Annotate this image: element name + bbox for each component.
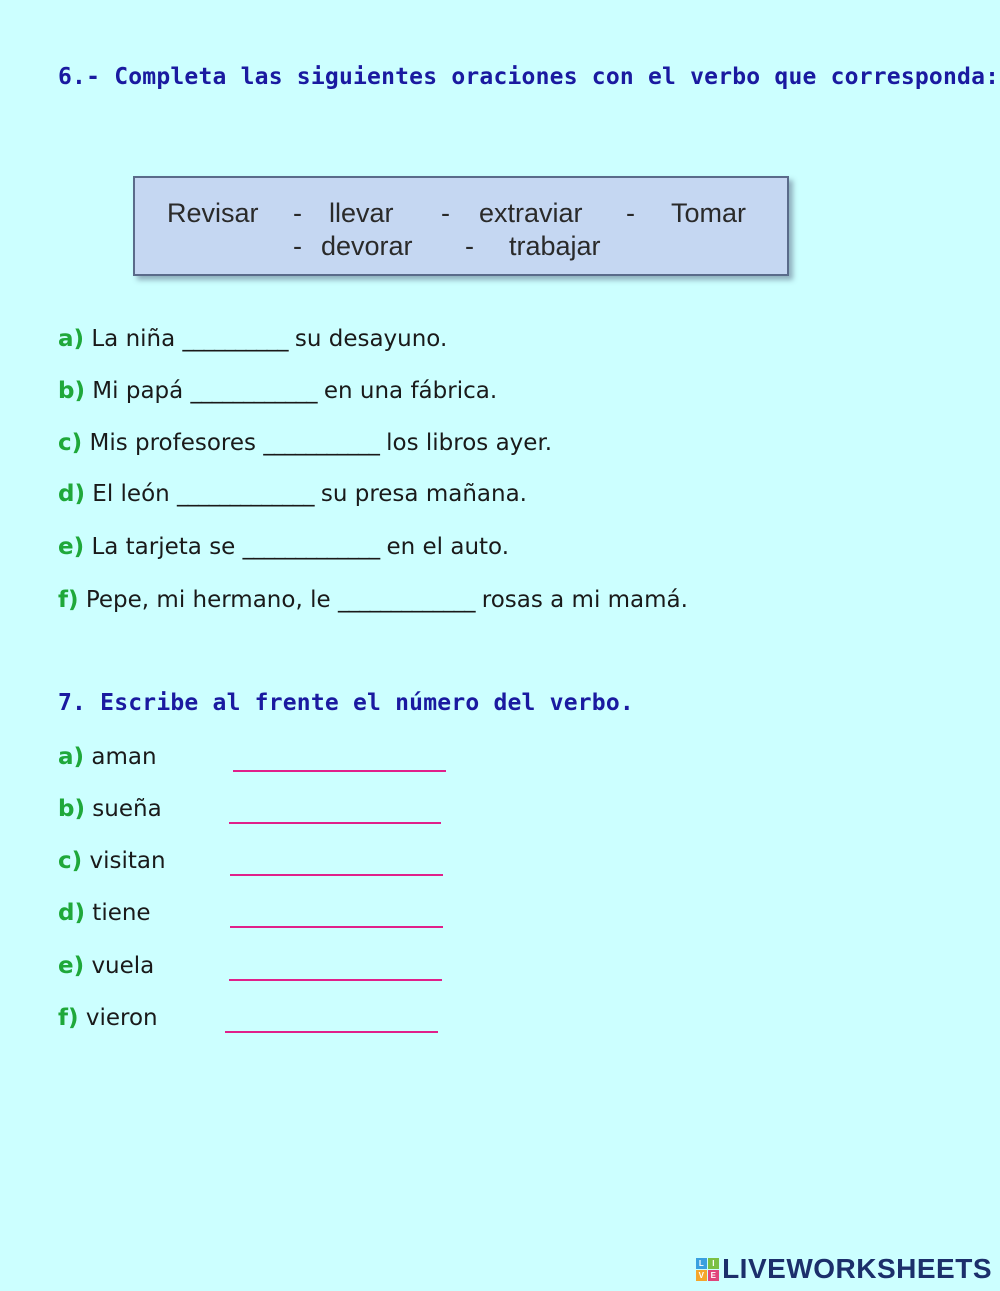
verb-separator: - bbox=[293, 231, 302, 261]
answer-line-e[interactable] bbox=[229, 979, 442, 981]
verb-devorar: devorar bbox=[321, 231, 413, 261]
verb-item-d bbox=[58, 900, 151, 926]
verb-separator: - bbox=[293, 198, 302, 228]
item-label: b) bbox=[58, 378, 85, 404]
item-label: f) bbox=[58, 1005, 79, 1031]
verb-tomar: Tomar bbox=[671, 198, 747, 228]
item-label: c) bbox=[58, 848, 83, 874]
logo-mark-letter: E bbox=[708, 1270, 719, 1281]
verb-revisar: Revisar bbox=[167, 198, 259, 228]
sentence-text: los libros ayer. bbox=[386, 430, 553, 456]
sentence-text: en el auto. bbox=[386, 534, 510, 560]
item-label: e) bbox=[58, 953, 85, 979]
verb-item-b bbox=[58, 796, 162, 822]
verb-separator: - bbox=[626, 198, 635, 228]
sentence-text: Pepe, mi hermano, le bbox=[85, 587, 331, 613]
answer-line-a[interactable] bbox=[233, 770, 446, 772]
logo-mark-letter: V bbox=[696, 1270, 707, 1281]
sentence-text: La niña bbox=[91, 326, 176, 352]
verb-extraviar: extraviar bbox=[479, 198, 583, 228]
logo-text: LIVEWORKSHEETS bbox=[722, 1253, 992, 1284]
answer-blank[interactable]: _____________ bbox=[242, 534, 380, 560]
logo-mark-icon bbox=[696, 1258, 719, 1281]
verb-item-c bbox=[58, 848, 166, 874]
item-label: a) bbox=[58, 744, 85, 770]
item-label: d) bbox=[58, 900, 85, 926]
item-label: e) bbox=[58, 534, 85, 560]
sentence-text: El león bbox=[92, 481, 170, 507]
verb-word: aman bbox=[91, 744, 157, 770]
sentence-d bbox=[58, 481, 527, 507]
verb-llevar: llevar bbox=[329, 198, 394, 228]
item-label: c) bbox=[58, 430, 83, 456]
logo-mark-letter: I bbox=[708, 1258, 719, 1269]
verb-word: tiene bbox=[92, 900, 151, 926]
sentence-text: Mi papá bbox=[92, 378, 184, 404]
sentence-text: Mis profesores bbox=[89, 430, 257, 456]
sentence-text: rosas a mi mamá. bbox=[481, 587, 688, 613]
verb-word: visitan bbox=[89, 848, 166, 874]
item-label: f) bbox=[58, 587, 79, 613]
answer-blank[interactable]: __________ bbox=[182, 326, 288, 352]
answer-blank[interactable]: _____________ bbox=[177, 481, 314, 507]
answer-line-b[interactable] bbox=[229, 822, 441, 824]
answer-line-f[interactable] bbox=[225, 1031, 438, 1033]
logo-mark-letter: L bbox=[696, 1258, 707, 1269]
verb-word: sueña bbox=[92, 796, 162, 822]
verb-bank-box bbox=[133, 176, 789, 276]
sentence-f bbox=[58, 587, 688, 613]
section-7-title: 7. Escribe al frente el número del verbo. bbox=[58, 690, 634, 716]
item-label: b) bbox=[58, 796, 85, 822]
verb-item-a bbox=[58, 744, 157, 770]
sentence-text: La tarjeta se bbox=[91, 534, 236, 560]
item-label: d) bbox=[58, 481, 85, 507]
sentence-b bbox=[58, 378, 497, 404]
verb-word: vuela bbox=[91, 953, 155, 979]
answer-blank[interactable]: ____________ bbox=[190, 378, 317, 404]
sentence-text: su desayuno. bbox=[294, 326, 448, 352]
answer-line-d[interactable] bbox=[230, 926, 443, 928]
sentence-c bbox=[58, 430, 552, 456]
sentence-e bbox=[58, 534, 509, 560]
verb-separator: - bbox=[465, 231, 474, 261]
verb-trabajar: trabajar bbox=[509, 231, 601, 261]
sentence-a bbox=[58, 326, 447, 352]
section-6-title: 6.- Completa las siguientes oraciones con el verbo que corresponda: bbox=[58, 64, 1000, 90]
sentence-text: en una fábrica. bbox=[323, 378, 498, 404]
verb-word: vieron bbox=[85, 1005, 158, 1031]
item-label: a) bbox=[58, 326, 85, 352]
answer-line-c[interactable] bbox=[230, 874, 443, 876]
liveworksheets-logo bbox=[696, 1253, 992, 1285]
answer-blank[interactable]: _____________ bbox=[337, 587, 475, 613]
verb-item-e bbox=[58, 953, 154, 979]
verb-separator: - bbox=[441, 198, 450, 228]
verb-item-f bbox=[58, 1005, 158, 1031]
sentence-text: su presa mañana. bbox=[320, 481, 527, 507]
answer-blank[interactable]: ___________ bbox=[263, 430, 379, 456]
